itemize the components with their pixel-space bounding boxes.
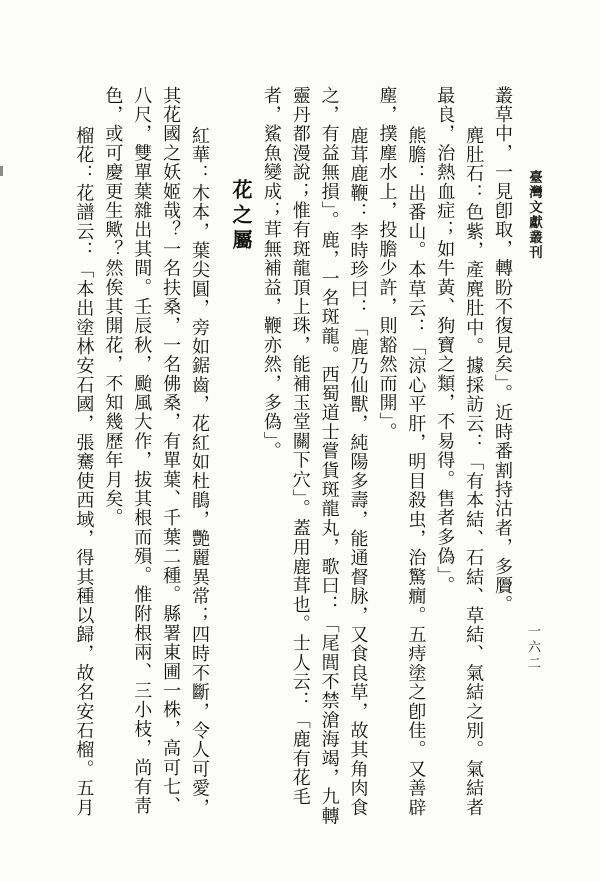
text-column: 紅華：木本，葉尖圓，旁如鋸齒，花紅如杜鵑，艷麗異常；四時不斷，令人可愛， [189, 126, 210, 818]
text-column: 叢草中，一見卽取，轉盼不復見矣」。近時番割持沽者，多贗。 [493, 86, 513, 615]
page-number: 一六二 [526, 624, 541, 672]
text-column: 者，鯊魚變成；茸無補益，鞭亦然，多偽」。 [261, 86, 282, 461]
text-column: 八尺，雙單葉雜出其間。壬辰秋，颱風大作，拔其根而殞。惟附根兩、三小枝，尚有靑 [132, 86, 153, 816]
text-column: 之，有益無損」。鹿，一名斑龍。西蜀道士嘗貨斑龍丸，歌曰：「尾閭不禁滄海竭，九轉 [319, 86, 340, 826]
text-column: 鹿茸鹿鞭：李時珍曰：「鹿乃仙獸，純陽多壽，能通督脉，又食良草，故其角肉食 [348, 126, 369, 818]
text-column: 色，或可慶更生歟？然俟其開花，不知幾歷年月矣。 [103, 86, 124, 528]
text-column: 靈丹都漫說；惟有斑龍頂上珠，能補玉堂關下穴」。蓋用鹿茸也。士人云：「鹿有花毛 [290, 86, 311, 807]
running-title: 臺灣文獻叢刊 [527, 170, 542, 260]
scan-artifact [0, 166, 3, 176]
text-column: 其花國之妖姬哉？一名扶桑，一名佛桑，有單葉、千葉二種。縣署東圃一株，高可七、 [161, 86, 182, 816]
text-column: 熊膽：出番山。本草云：「涼心平肝，明目殺虫，治驚癇。五痔塗之卽佳。又善辟 [406, 126, 427, 818]
text-column: 麂肚石：色紫，產麂肚中。據採訪云：「有本結、石結、草結、氣結之別。氣結者 [464, 126, 485, 818]
text-column: 榴花：花譜云：「本出塗林安石國，張騫使西域，得其種以歸，故名安石榴。五月 [74, 126, 95, 818]
text-column: 塵，撲塵水上，投膽少許，則豁然而開」。 [377, 86, 398, 442]
text-columns [62, 86, 512, 850]
section-header: 花之屬 [228, 179, 251, 254]
text-column: 最良，治熱血症；如牛黃、狗寶之類，不易得。售者多偽」。 [435, 86, 456, 596]
